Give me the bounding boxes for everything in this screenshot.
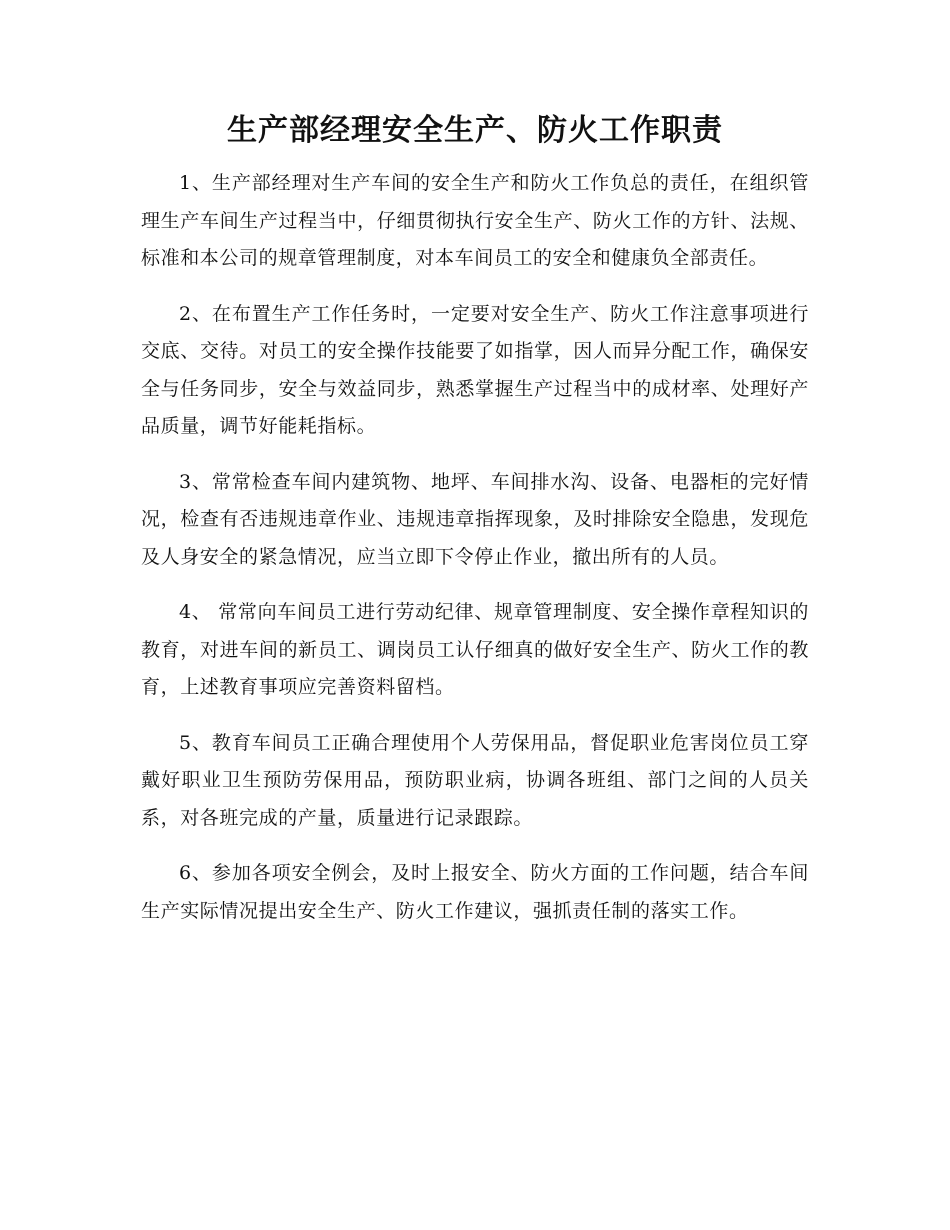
paragraph-1: 1、生产部经理对生产车间的安全生产和防火工作负总的责任，在组织管理生产车间生产过程当中，仔细贯彻执行安全生产、防火工作的方针、法规、标准和本公司的规章管理制度，对本车间员工的安全和健康负全部责任。 (141, 172, 809, 269)
document-title: 生产部经理安全生产、防火工作职责 (227, 113, 723, 148)
paragraph-5: 5、教育车间员工正确合理使用个人劳保用品，督促职业危害岗位员工穿戴好职业卫生预防劳保用品，预防职业病，协调各班组、部门之间的人员关系，对各班完成的产量，质量进行记录跟踪。 (141, 731, 809, 829)
paragraph-6: 6、参加各项安全例会，及时上报安全、防火方面的工作问题，结合车间生产实际情况提出安全生产、防火工作建议，强抓责任制的落实工作。 (141, 862, 809, 922)
document-body (141, 165, 809, 948)
paragraph-4: 4、 常常向车间员工进行劳动纪律、规章管理制度、安全操作章程知识的教育，对进车间的新员工、调岗员工认仔细真的做好安全生产、防火工作的教育，上述教育事项应完善资料留档。 (141, 601, 809, 698)
paragraph-2: 2、在布置生产工作任务时，一定要对安全生产、防火工作注意事项进行交底、交待。对员工的安全操作技能要了如指掌，因人而异分配工作，确保安全与任务同步，安全与效益同步，熟悉掌握生产过程当中的成材率、处理好产品质量，调节好能耗指标。 (141, 302, 809, 437)
paragraph-3: 3、常常检查车间内建筑物、地坪、车间排水沟、设备、电器柜的完好情况，检查有否违规违章作业、违规违章指挥现象，及时排除安全隐患，发现危及人身安全的紧急情况，应当立即下令停止作业，撤出所有的人员。 (141, 470, 809, 568)
